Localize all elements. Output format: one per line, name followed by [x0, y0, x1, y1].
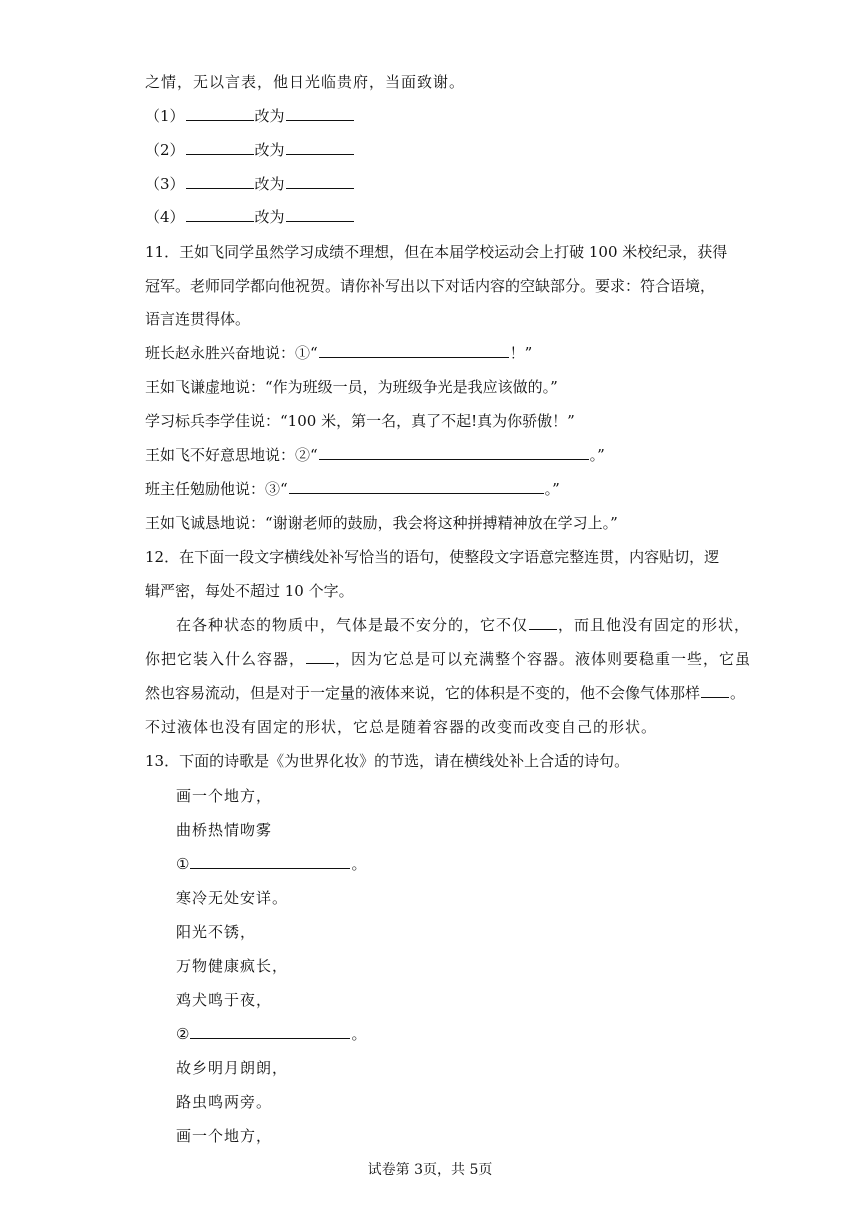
q11-dialogue-3: 学习标兵李学佳说：“100 米，第一名，真了不起!真为你骄傲！” [145, 412, 575, 430]
change-item-num: （4） [145, 208, 185, 226]
change-item-mid: 改为 [254, 208, 285, 226]
answer-blank[interactable] [286, 174, 354, 189]
answer-blank[interactable] [289, 479, 544, 494]
change-item-mid: 改为 [254, 175, 285, 193]
change-item-2 [145, 140, 355, 160]
answer-blank[interactable] [190, 1024, 350, 1039]
passage-text: 。 [730, 684, 746, 702]
answer-blank[interactable] [529, 615, 557, 630]
answer-blank[interactable] [186, 140, 254, 155]
answer-blank[interactable] [701, 683, 729, 698]
passage-text: 然也容易流动，但是对于一定量的液体来说，它的体积是不变的，他不会像气体那样 [145, 684, 701, 702]
poem-line: 鸡犬鸣于夜， [176, 991, 273, 1009]
poem-line: 曲桥热情吻雾 [176, 821, 273, 839]
answer-blank[interactable] [286, 207, 354, 222]
dialogue-text: 班长赵永胜兴奋地说：①“ [145, 344, 318, 362]
dialogue-text: ！” [509, 344, 533, 362]
poem-line: 阳光不锈， [176, 923, 257, 941]
answer-blank[interactable] [286, 140, 354, 155]
poem-line: 路虫鸣两旁。 [176, 1093, 273, 1111]
answer-blank[interactable] [306, 649, 334, 664]
answer-blank[interactable] [186, 106, 254, 121]
poem-line: 画一个地方， [176, 787, 273, 805]
q11-dialogue-2: 王如飞谦虚地说：“作为班级一员，为班级争光是我应该做的。” [145, 378, 558, 396]
poem-line: 画一个地方， [176, 1127, 273, 1145]
answer-blank[interactable] [186, 174, 254, 189]
dialogue-text: 。” [544, 480, 560, 498]
q11-line1: 11．王如飞同学虽然学习成绩不理想，但在本届学校运动会上打破 100 米校纪录，获得 [145, 243, 728, 261]
answer-blank[interactable] [319, 343, 509, 358]
poem-line: 寒冷无处安详。 [176, 889, 289, 907]
answer-blank[interactable] [190, 854, 350, 869]
q11-dialogue-6: 王如飞诚恳地说：“谢谢老师的鼓励，我会将这种拼搏精神放在学习上。” [145, 514, 618, 532]
dialogue-text: 。” [589, 446, 605, 464]
answer-blank[interactable] [319, 445, 589, 460]
change-item-1 [145, 106, 355, 126]
q11-line3: 语言连贯得体。 [145, 310, 251, 328]
poem-blank-line-2 [176, 1024, 366, 1044]
blank-marker: ② [176, 1025, 190, 1043]
poem-line: 故乡明月朗朗， [176, 1059, 289, 1077]
q12-passage-4: 不过液体也没有固定的形状，它总是随着容器的改变而改变自己的形状。 [145, 718, 658, 736]
passage-text: 在各种状态的物质中，气体是最不安分的，它不仅 [176, 616, 529, 634]
blank-marker: ① [176, 855, 190, 873]
change-item-mid: 改为 [254, 141, 285, 159]
change-item-num: （3） [145, 175, 185, 193]
change-item-mid: 改为 [254, 107, 285, 125]
q12-passage-1 [176, 615, 750, 635]
change-item-num: （2） [145, 141, 185, 159]
page-footer: 试卷第 3页，共 5页 [367, 1162, 493, 1178]
change-item-3 [145, 174, 355, 194]
change-item-num: （1） [145, 107, 185, 125]
intro-tail: 之情，无以言表，他日光临贵府，当面致谢。 [145, 73, 466, 91]
dialogue-text: 班主任勉励他说：③“ [145, 480, 288, 498]
q13-line1: 13．下面的诗歌是《为世界化妆》的节选，请在横线处补上合适的诗句。 [145, 752, 630, 770]
q12-line2: 辑严密，每处不超过 10 个字。 [145, 582, 354, 600]
passage-text: 你把它装入什么容器， [145, 650, 306, 668]
q11-dialogue-5 [145, 479, 560, 499]
dialogue-text: 王如飞不好意思地说：②“ [145, 446, 318, 464]
poem-line: 万物健康疯长， [176, 957, 289, 975]
blank-end: 。 [351, 1025, 367, 1043]
q12-passage-2 [145, 649, 751, 669]
q12-passage-3 [145, 683, 745, 703]
q11-dialogue-1 [145, 343, 532, 363]
change-item-4 [145, 207, 355, 227]
passage-text: ，因为它总是可以充满整个容器。液体则要稳重一些，它虽 [335, 650, 752, 668]
poem-blank-line-1 [176, 854, 366, 874]
blank-end: 。 [351, 855, 367, 873]
q11-dialogue-4 [145, 445, 605, 465]
q12-line1: 12．在下面一段文字横线处补写恰当的语句，使整段文字语意完整连贯，内容贴切，逻 [145, 548, 720, 566]
q11-line2: 冠军。老师同学都向他祝贺。请你补写出以下对话内容的空缺部分。要求：符合语境， [145, 277, 716, 295]
answer-blank[interactable] [186, 207, 254, 222]
answer-blank[interactable] [286, 106, 354, 121]
passage-text: ，而且他没有固定的形状， [558, 616, 751, 634]
